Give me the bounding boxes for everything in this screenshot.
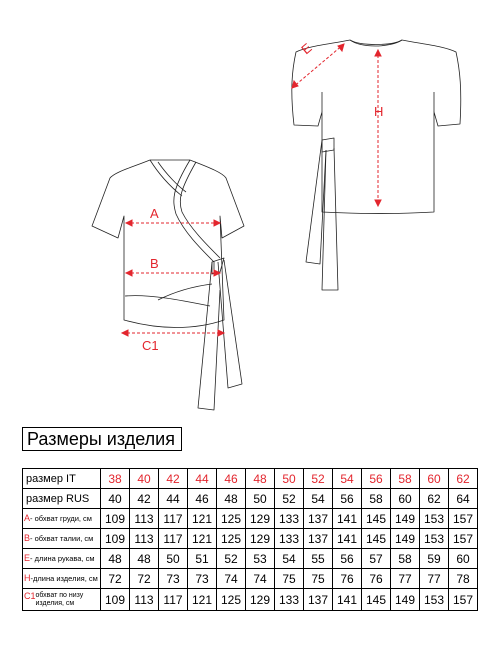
table-cell: 113	[130, 509, 159, 529]
table-cell: 56	[333, 549, 362, 569]
measurement-code: A	[24, 512, 31, 523]
table-cell: 157	[449, 529, 478, 549]
table-cell: 141	[333, 589, 362, 611]
table-cell: 55	[304, 549, 333, 569]
table-cell: 54	[304, 489, 333, 509]
table-cell: 56	[362, 469, 391, 489]
table-cell: 60	[449, 549, 478, 569]
measurement-code: E	[24, 552, 31, 563]
label-e: E	[298, 40, 315, 58]
table-cell: 125	[217, 509, 246, 529]
table-cell: 50	[275, 469, 304, 489]
table-cell: 149	[391, 589, 420, 611]
measurement-name: -длина изделия, см	[30, 574, 98, 584]
table-cell: 75	[275, 569, 304, 589]
row-label	[23, 529, 101, 549]
measurement-code: B	[24, 532, 31, 543]
table-cell: 117	[159, 529, 188, 549]
table-cell: 145	[362, 529, 391, 549]
table-cell: 141	[333, 509, 362, 529]
table-cell: 62	[420, 489, 449, 509]
section-title: Размеры изделия	[27, 429, 175, 449]
table-cell: 153	[420, 589, 449, 611]
label-a: A	[150, 206, 159, 221]
row-label	[23, 569, 101, 589]
table-cell: 64	[449, 489, 478, 509]
table-cell: 121	[188, 529, 217, 549]
row-label	[23, 509, 101, 529]
table-cell: 62	[449, 469, 478, 489]
table-row	[23, 569, 478, 589]
table-cell: 54	[333, 469, 362, 489]
table-cell: 129	[246, 589, 275, 611]
table-cell: 153	[420, 509, 449, 529]
label-b: B	[150, 256, 159, 271]
table-cell: 52	[304, 469, 333, 489]
table-cell: 74	[217, 569, 246, 589]
table-cell: 60	[391, 489, 420, 509]
table-cell: 58	[362, 489, 391, 509]
table-cell: 42	[159, 469, 188, 489]
table-row	[23, 529, 478, 549]
table-cell: 133	[275, 509, 304, 529]
table-cell: 48	[130, 549, 159, 569]
measurement-name: - длина рукава, см	[30, 554, 95, 564]
table-cell: 125	[217, 589, 246, 611]
table-cell: 76	[362, 569, 391, 589]
row-label	[23, 549, 101, 569]
table-cell: 53	[246, 549, 275, 569]
table-cell: 133	[275, 529, 304, 549]
table-cell: 125	[217, 529, 246, 549]
table-cell: 109	[101, 529, 130, 549]
table-cell: 46	[217, 469, 246, 489]
table-cell: 60	[420, 469, 449, 489]
table-row	[23, 489, 478, 509]
table-cell: 157	[449, 589, 478, 611]
label-h: H	[374, 104, 384, 119]
label-c1: C1	[142, 338, 159, 353]
table-cell: 72	[101, 569, 130, 589]
table-cell: 113	[130, 529, 159, 549]
size-table	[22, 468, 478, 611]
table-cell: 75	[304, 569, 333, 589]
table-cell: 46	[188, 489, 217, 509]
table-cell: 73	[159, 569, 188, 589]
front-view	[92, 160, 244, 410]
row-label: размер IT	[23, 469, 101, 489]
table-cell: 56	[333, 489, 362, 509]
table-row	[23, 589, 478, 611]
table-cell: 149	[391, 509, 420, 529]
table-cell: 40	[101, 489, 130, 509]
table-cell: 121	[188, 509, 217, 529]
table-cell: 137	[304, 529, 333, 549]
table-cell: 76	[333, 569, 362, 589]
measurement-name: - обхват груди, см	[30, 514, 92, 524]
table-cell: 141	[333, 529, 362, 549]
table-cell: 48	[217, 489, 246, 509]
table-cell: 77	[391, 569, 420, 589]
table-row	[23, 469, 478, 489]
table-cell: 137	[304, 509, 333, 529]
table-cell: 44	[159, 489, 188, 509]
measurement-name: - обхват талии, см	[30, 534, 94, 544]
table-cell: 149	[391, 529, 420, 549]
row-label: размер RUS	[23, 489, 101, 509]
table-cell: 50	[159, 549, 188, 569]
measurement-code: H	[24, 572, 31, 583]
table-cell: 50	[246, 489, 275, 509]
table-cell: 42	[130, 489, 159, 509]
table-cell: 117	[159, 589, 188, 611]
table-cell: 52	[217, 549, 246, 569]
table-cell: 78	[449, 569, 478, 589]
measurement-code: C1	[24, 590, 36, 601]
table-cell: 129	[246, 509, 275, 529]
table-row	[23, 509, 478, 529]
table-cell: 48	[101, 549, 130, 569]
table-cell: 74	[246, 569, 275, 589]
table-cell: 133	[275, 589, 304, 611]
section-title-box	[22, 427, 182, 451]
table-row	[23, 549, 478, 569]
table-cell: 54	[275, 549, 304, 569]
table-cell: 40	[130, 469, 159, 489]
table-cell: 48	[246, 469, 275, 489]
table-cell: 59	[420, 549, 449, 569]
table-cell: 72	[130, 569, 159, 589]
row-label	[23, 589, 101, 611]
table-cell: 113	[130, 589, 159, 611]
table-cell: 109	[101, 589, 130, 611]
table-cell: 145	[362, 509, 391, 529]
table-cell: 145	[362, 589, 391, 611]
table-cell: 52	[275, 489, 304, 509]
table-cell: 44	[188, 469, 217, 489]
table-cell: 137	[304, 589, 333, 611]
table-cell: 117	[159, 509, 188, 529]
table-cell: 153	[420, 529, 449, 549]
table-cell: 77	[420, 569, 449, 589]
table-cell: 73	[188, 569, 217, 589]
back-view	[292, 40, 461, 290]
table-cell: 51	[188, 549, 217, 569]
table-cell: 38	[101, 469, 130, 489]
measurement-name: обхват по низу изделия, см	[35, 591, 84, 607]
table-cell: 157	[449, 509, 478, 529]
table-cell: 121	[188, 589, 217, 611]
table-cell: 58	[391, 469, 420, 489]
table-cell: 58	[391, 549, 420, 569]
table-cell: 109	[101, 509, 130, 529]
table-cell: 57	[362, 549, 391, 569]
table-cell: 129	[246, 529, 275, 549]
